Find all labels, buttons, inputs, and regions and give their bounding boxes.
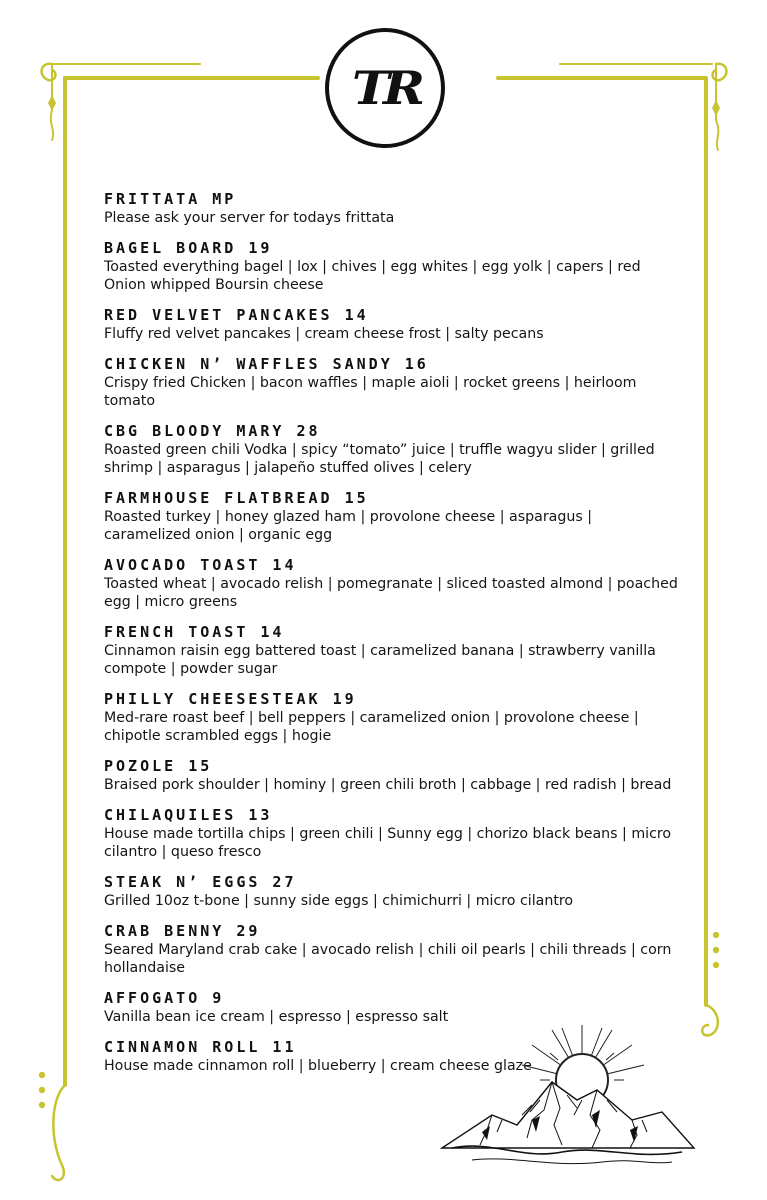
logo xyxy=(325,28,445,148)
menu-item-description: Fluffy red velvet pancakes | cream cheese frost | salty pecans xyxy=(104,326,544,342)
menu-item-title: AVOCADO TOAST 14 xyxy=(104,556,297,574)
mountain-sun-illustration xyxy=(432,1020,702,1170)
menu-list xyxy=(104,190,679,1087)
menu-item-title: AFFOGATO 9 xyxy=(104,989,225,1007)
menu-item-description: Med-rare roast beef | bell peppers | caramelized onion | provolone cheese | chipotle scrambled eggs | hogie xyxy=(104,710,639,744)
menu-item-title: CINNAMON ROLL 11 xyxy=(104,1038,297,1056)
menu-item xyxy=(104,239,679,294)
menu-item-description: Please ask your server for todays frittata xyxy=(104,210,395,226)
menu-item xyxy=(104,757,679,794)
menu-item-description: Grilled 10oz t-bone | sunny side eggs | chimichurri | micro cilantro xyxy=(104,893,574,909)
menu-item-description: Vanilla bean ice cream | espresso | espresso salt xyxy=(104,1009,449,1025)
menu-item-title: BAGEL BOARD 19 xyxy=(104,239,273,257)
menu-item-description: House made tortilla chips | green chili | Sunny egg | chorizo black beans | micro cilantro | queso fresco xyxy=(104,826,672,860)
menu-item xyxy=(104,806,679,861)
menu-item xyxy=(104,355,679,410)
menu-item-title: CRAB BENNY 29 xyxy=(104,922,261,940)
menu-item-description: Toasted wheat | avocado relish | pomegranate | sliced toasted almond | poached egg | micro greens xyxy=(104,576,678,610)
menu-item-title: CHICKEN N’ WAFFLES SANDY 16 xyxy=(104,355,429,373)
menu-item-title: PHILLY CHEESESTEAK 19 xyxy=(104,690,357,708)
menu-item-title: POZOLE 15 xyxy=(104,757,213,775)
menu-item-description: Toasted everything bagel | lox | chives | egg whites | egg yolk | capers | red Onion whipped Boursin cheese xyxy=(104,259,641,293)
menu-item-title: FRENCH TOAST 14 xyxy=(104,623,285,641)
menu-item xyxy=(104,690,679,745)
menu-item-description: Crispy fried Chicken | bacon waffles | maple aioli | rocket greens | heirloom tomato xyxy=(104,375,637,409)
menu-item-description: House made cinnamon roll | blueberry | cream cheese glaze xyxy=(104,1058,532,1074)
menu-item xyxy=(104,922,679,977)
menu-item-title: CHILAQUILES 13 xyxy=(104,806,273,824)
menu-item xyxy=(104,489,679,544)
menu-item xyxy=(104,190,679,227)
menu-item xyxy=(104,556,679,611)
menu-item xyxy=(104,873,679,910)
menu-item-title: RED VELVET PANCAKES 14 xyxy=(104,306,369,324)
menu-item-description: Roasted turkey | honey glazed ham | provolone cheese | asparagus | caramelized onion | organic egg xyxy=(104,509,593,543)
menu-item xyxy=(104,306,679,343)
menu-item-title: FRITTATA MP xyxy=(104,190,237,208)
menu-item-description: Seared Maryland crab cake | avocado relish | chili oil pearls | chili threads | corn hollandaise xyxy=(104,942,672,976)
menu-item-title: CBG BLOODY MARY 28 xyxy=(104,422,321,440)
menu-item-description: Roasted green chili Vodka | spicy “tomato” juice | truffle wagyu slider | grilled shrimp | asparagus | jalapeño stuffed olives | celery xyxy=(104,442,655,476)
menu-item xyxy=(104,422,679,477)
menu-item-description: Cinnamon raisin egg battered toast | caramelized banana | strawberry vanilla compote | powder sugar xyxy=(104,643,656,677)
menu-item-title: FARMHOUSE FLATBREAD 15 xyxy=(104,489,369,507)
menu-item xyxy=(104,623,679,678)
logo-text: TR xyxy=(351,61,419,115)
menu-item-title: STEAK N’ EGGS 27 xyxy=(104,873,297,891)
menu-item-description: Braised pork shoulder | hominy | green chili broth | cabbage | red radish | bread xyxy=(104,777,672,793)
